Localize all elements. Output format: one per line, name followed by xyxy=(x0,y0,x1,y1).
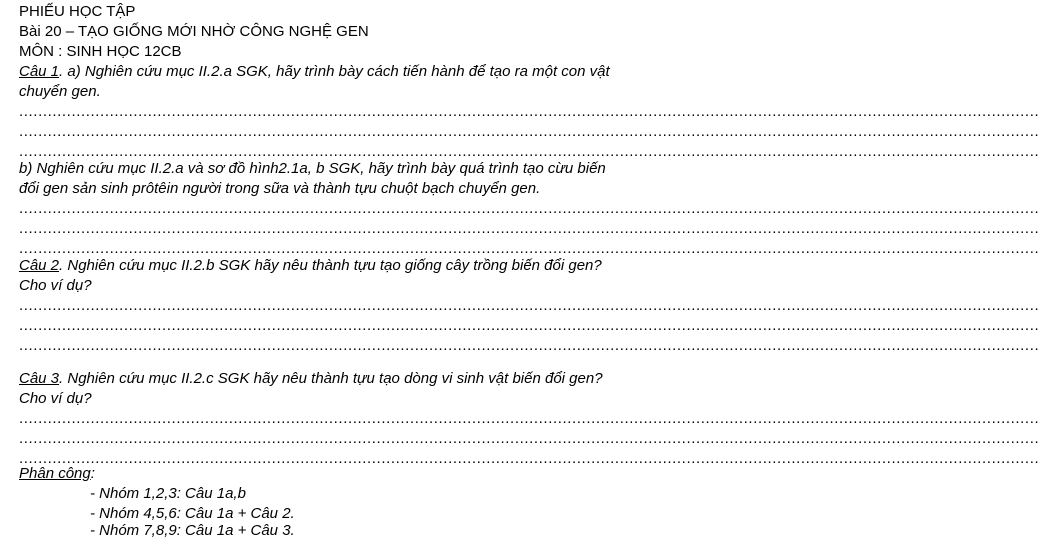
assignment-colon: : xyxy=(90,465,95,482)
answer-line: ...................................................................................................................................................................................................................... xyxy=(19,143,1039,160)
question-2-line-1 xyxy=(19,256,602,276)
answer-line: ...................................................................................................................................................................................................................... xyxy=(19,123,1039,140)
question-1-label: Câu 1 xyxy=(19,63,60,80)
question-1b-line-2: đổi gen sản sinh prôtêin người trong sữa và thành tựu chuột bạch chuyển gen. xyxy=(19,180,541,197)
lesson-title: Bài 20 – TẠO GIỐNG MỚI NHỜ CÔNG NGHỆ GEN xyxy=(19,23,369,40)
assignment-item: - Nhóm 1,2,3: Câu 1a,b xyxy=(90,485,246,502)
answer-line: ...................................................................................................................................................................................................................... xyxy=(19,103,1039,120)
answer-line: ...................................................................................................................................................................................................................... xyxy=(19,297,1039,314)
assignment-heading xyxy=(19,464,95,484)
question-3-line-2: Cho ví dụ? xyxy=(19,390,92,407)
assignment-item: - Nhóm 7,8,9: Câu 1a + Câu 3. xyxy=(90,522,295,539)
answer-line: ...................................................................................................................................................................................................................... xyxy=(19,317,1039,334)
question-1a-line-2: chuyển gen. xyxy=(19,83,101,100)
question-2-line-2: Cho ví dụ? xyxy=(19,277,92,294)
answer-line: ...................................................................................................................................................................................................................... xyxy=(19,430,1039,447)
answer-line: ...................................................................................................................................................................................................................... xyxy=(19,450,1039,467)
worksheet-title: PHIẾU HỌC TẬP xyxy=(19,3,136,20)
answer-line: ...................................................................................................................................................................................................................... xyxy=(19,200,1039,217)
assignment-item: - Nhóm 4,5,6: Câu 1a + Câu 2. xyxy=(90,505,295,522)
question-3-label: Câu 3 xyxy=(19,370,60,387)
answer-line: ...................................................................................................................................................................................................................... xyxy=(19,337,1039,354)
answer-line: ...................................................................................................................................................................................................................... xyxy=(19,410,1039,427)
question-1a-text: . a) Nghiên cứu mục II.2.a SGK, hãy trình bày cách tiến hành để tạo ra một con vật xyxy=(59,63,610,80)
question-2-label: Câu 2 xyxy=(19,257,60,274)
question-3-line-1 xyxy=(19,369,603,389)
answer-line: ...................................................................................................................................................................................................................... xyxy=(19,240,1039,257)
subject-line: MÔN : SINH HỌC 12CB xyxy=(19,43,182,60)
question-3-text: . Nghiên cứu mục II.2.c SGK hãy nêu thành tựu tạo dòng vi sinh vật biến đổi gen? xyxy=(59,370,603,387)
assignment-label: Phân công xyxy=(19,465,91,482)
answer-line: ...................................................................................................................................................................................................................... xyxy=(19,220,1039,237)
question-1a-line-1 xyxy=(19,62,610,82)
question-1b-line-1: b) Nghiên cứu mục II.2.a và sơ đồ hình2.1a, b SGK, hãy trình bày quá trình tạo cừu biến xyxy=(19,160,606,177)
question-2-text: . Nghiên cứu mục II.2.b SGK hãy nêu thành tựu tạo giống cây trồng biến đổi gen? xyxy=(59,257,602,274)
